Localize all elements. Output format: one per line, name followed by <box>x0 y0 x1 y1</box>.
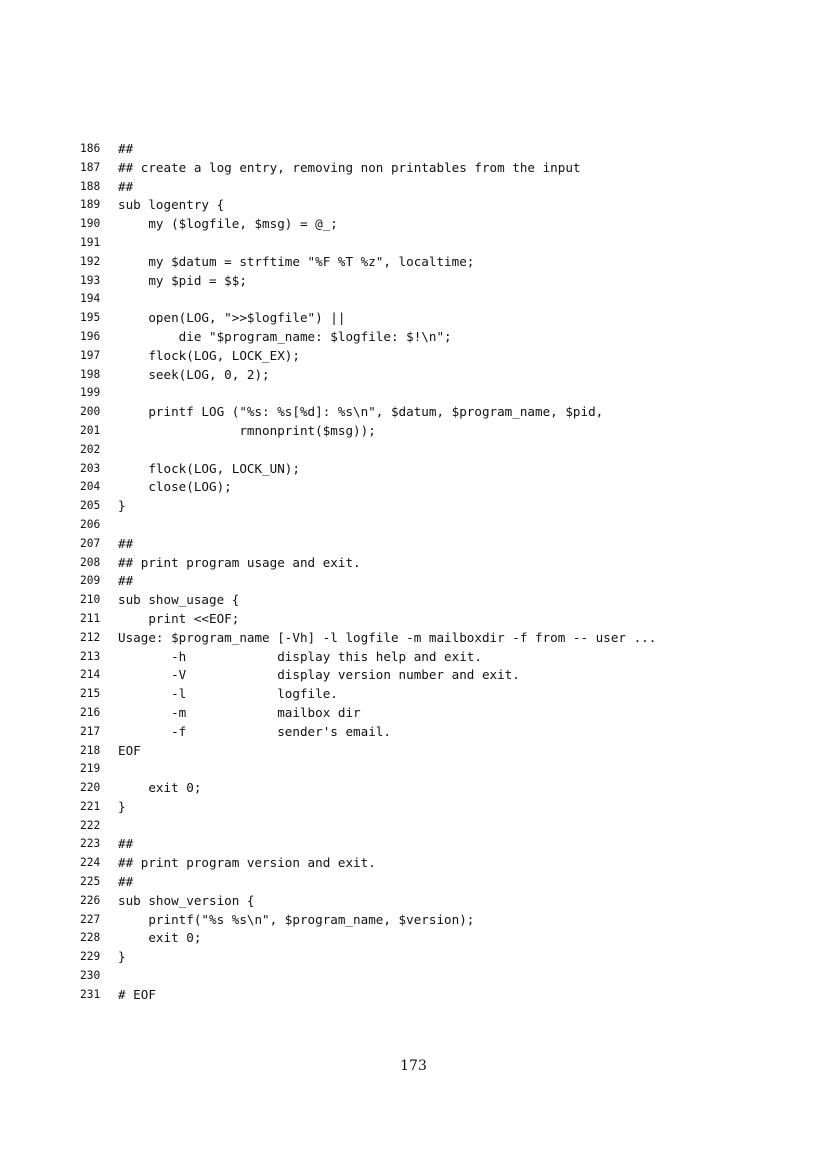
line-code: seek(LOG, 0, 2); <box>118 366 270 382</box>
line-code: exit 0; <box>118 780 202 796</box>
line-number: 213 <box>80 649 101 663</box>
line-number: 215 <box>80 687 101 701</box>
line-number: 194 <box>80 292 101 306</box>
line-number: 207 <box>80 536 101 550</box>
line-number: 227 <box>80 912 101 926</box>
code-line <box>80 873 780 892</box>
line-code: sub show_usage { <box>118 592 240 608</box>
line-number: 214 <box>80 668 101 682</box>
code-line <box>80 178 780 197</box>
code-line <box>80 779 780 798</box>
code-line <box>80 554 780 573</box>
code-line <box>80 328 780 347</box>
line-number: 212 <box>80 630 101 644</box>
line-number: 221 <box>80 799 101 813</box>
line-number: 210 <box>80 593 101 607</box>
code-line <box>80 723 780 742</box>
code-line <box>80 215 780 234</box>
line-code: ## <box>118 573 134 589</box>
line-number: 198 <box>80 367 101 381</box>
code-line <box>80 384 780 403</box>
code-line <box>80 929 780 948</box>
line-number: 205 <box>80 499 101 513</box>
line-code: ## <box>118 141 134 156</box>
line-number: 200 <box>80 405 101 419</box>
code-line <box>80 591 780 610</box>
line-number: 223 <box>80 837 101 851</box>
code-line <box>80 272 780 291</box>
code-line <box>80 666 780 685</box>
line-number: 199 <box>80 386 101 400</box>
line-number: 228 <box>80 931 101 945</box>
line-code: open(LOG, ">>$logfile") || <box>118 310 346 326</box>
code-line <box>80 290 780 309</box>
code-line <box>80 535 780 554</box>
line-code: -f sender's email. <box>118 723 391 739</box>
line-code: die "$program_name: $logfile: $!\n"; <box>118 328 452 344</box>
code-line <box>80 309 780 328</box>
line-number: 188 <box>80 179 101 193</box>
line-number: 218 <box>80 743 101 757</box>
code-listing <box>80 140 780 1005</box>
code-line <box>80 497 780 516</box>
line-code: ## <box>118 535 134 551</box>
code-line <box>80 366 780 385</box>
line-code: my $pid = $$; <box>118 272 247 288</box>
line-code: # EOF <box>118 986 156 1002</box>
line-number: 191 <box>80 235 101 249</box>
line-number: 229 <box>80 950 101 964</box>
line-code: ## <box>118 874 134 890</box>
line-number: 189 <box>80 198 101 212</box>
line-code: sub logentry { <box>118 197 225 213</box>
line-code: ## <box>118 836 134 852</box>
line-code: -h display this help and exit. <box>118 648 482 664</box>
code-line <box>80 986 780 1005</box>
code-line <box>80 948 780 967</box>
line-number: 202 <box>80 442 101 456</box>
line-number: 192 <box>80 254 101 268</box>
code-line <box>80 478 780 497</box>
code-line <box>80 629 780 648</box>
line-code: EOF <box>118 742 141 758</box>
line-code: printf("%s %s\n", $program_name, $version); <box>118 911 475 927</box>
line-code: -V display version number and exit. <box>118 667 520 683</box>
code-line <box>80 610 780 629</box>
line-code: Usage: $program_name [-Vh] -l logfile -m mailboxdir -f from -- user ... <box>118 629 657 645</box>
line-code: } <box>118 498 126 514</box>
line-number: 193 <box>80 273 101 287</box>
line-code: printf LOG ("%s: %s[%d]: %s\n", $datum, $program_name, $pid, <box>118 404 604 420</box>
code-line <box>80 704 780 723</box>
line-number: 190 <box>80 217 101 231</box>
code-line <box>80 572 780 591</box>
line-number: 222 <box>80 818 101 832</box>
line-code: } <box>118 949 126 965</box>
code-line <box>80 159 780 178</box>
line-number: 226 <box>80 893 101 907</box>
line-code: my $datum = strftime "%F %T %z", localtime; <box>118 253 475 269</box>
line-number: 204 <box>80 480 101 494</box>
line-code: ## create a log entry, removing non printables from the input <box>118 159 581 175</box>
line-code: exit 0; <box>118 930 202 946</box>
line-number: 187 <box>80 160 101 174</box>
line-number: 220 <box>80 781 101 795</box>
code-line <box>80 516 780 535</box>
line-code: ## <box>118 178 134 194</box>
line-code: ## print program version and exit. <box>118 855 376 871</box>
line-number: 209 <box>80 574 101 588</box>
line-code: my ($logfile, $msg) = @_; <box>118 216 338 232</box>
line-code: print <<EOF; <box>118 610 240 626</box>
code-line <box>80 403 780 422</box>
line-number: 230 <box>80 969 101 983</box>
code-line <box>80 441 780 460</box>
page-number: 173 <box>400 1058 427 1074</box>
line-code: } <box>118 798 126 814</box>
line-code: sub show_version { <box>118 892 255 908</box>
line-code: flock(LOG, LOCK_EX); <box>118 347 300 363</box>
line-number: 211 <box>80 611 101 625</box>
line-number: 225 <box>80 875 101 889</box>
line-number: 201 <box>80 423 101 437</box>
line-code: close(LOG); <box>118 479 232 495</box>
line-code: -l logfile. <box>118 686 338 702</box>
line-number: 206 <box>80 517 101 531</box>
line-number: 216 <box>80 705 101 719</box>
code-line <box>80 967 780 986</box>
code-line <box>80 685 780 704</box>
line-number: 231 <box>80 987 101 1001</box>
code-line <box>80 835 780 854</box>
code-line <box>80 234 780 253</box>
line-number: 186 <box>80 142 101 155</box>
line-code: flock(LOG, LOCK_UN); <box>118 460 300 476</box>
code-line <box>80 892 780 911</box>
code-line <box>80 648 780 667</box>
code-line <box>80 460 780 479</box>
line-number: 203 <box>80 461 101 475</box>
line-code: -m mailbox dir <box>118 704 361 720</box>
code-line <box>80 422 780 441</box>
line-number: 224 <box>80 856 101 870</box>
line-number: 197 <box>80 348 101 362</box>
code-line <box>80 347 780 366</box>
code-line <box>80 760 780 779</box>
line-code: ## print program usage and exit. <box>118 554 361 570</box>
code-line <box>80 140 780 159</box>
line-number: 195 <box>80 311 101 325</box>
code-line <box>80 253 780 272</box>
code-line <box>80 196 780 215</box>
code-line <box>80 911 780 930</box>
line-number: 208 <box>80 555 101 569</box>
code-line <box>80 742 780 761</box>
line-number: 196 <box>80 329 101 343</box>
line-number: 217 <box>80 724 101 738</box>
code-line <box>80 854 780 873</box>
line-number: 219 <box>80 762 101 776</box>
line-code: rmnonprint($msg)); <box>118 422 376 438</box>
code-line <box>80 817 780 836</box>
code-line <box>80 798 780 817</box>
